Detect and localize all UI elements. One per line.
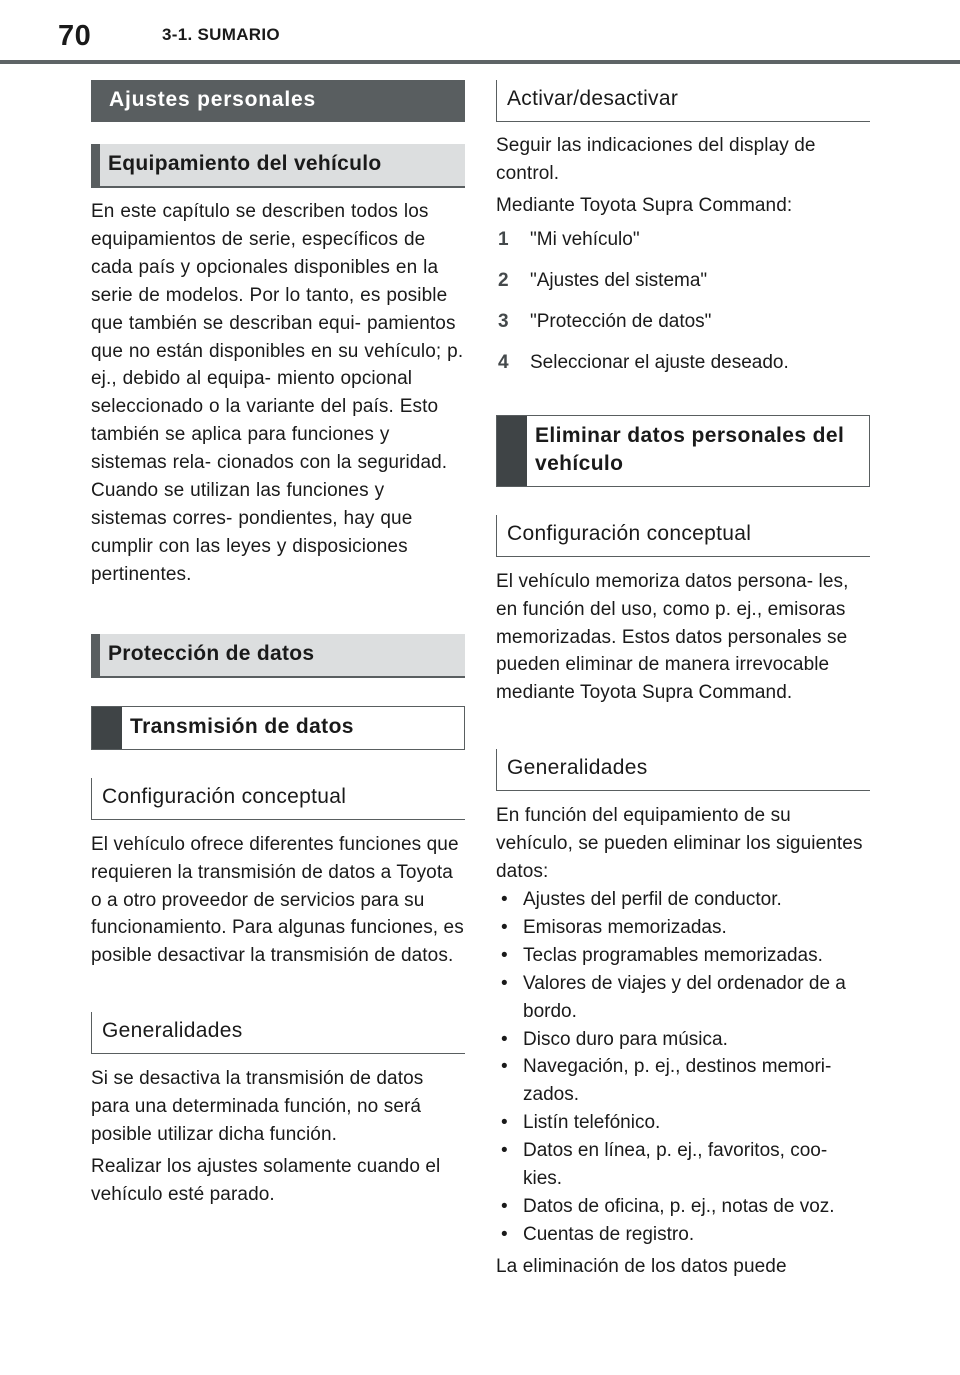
step-number: 3 bbox=[498, 310, 509, 332]
heading-configuracion-conceptual: Configuración conceptual bbox=[91, 778, 465, 820]
step-item bbox=[496, 267, 870, 295]
main-title-banner: Ajustes personales bbox=[91, 80, 465, 122]
section-title-proteccion: Protección de datos bbox=[91, 634, 465, 678]
generalidades-intro: En función del equipamiento de su vehículo, se pueden eliminar los siguientes datos: bbox=[496, 805, 863, 883]
equipamiento-paragraph: En este capítulo se describen todos los equipamientos de serie, específicos de cada país y opcionales disponibles en la serie de modelos. Por lo tanto, es posible que también se describan equi- pamientos que no están disponibles en su vehículo; p. ej., debido al equipa- miento opcional seleccionado o la variante del país. Esto también se aplica para funciones y sistemas rela- cionados con la seguridad. Cuando se utilizan las funciones y sistemas corres- pondientes, hay que cumplir con las leyes y disposiciones pertinentes. bbox=[91, 201, 464, 585]
subsection-eliminar-datos: Eliminar datos personales del vehículo bbox=[496, 415, 870, 487]
list-item: • Emisoras memorizadas. bbox=[496, 914, 870, 942]
step-number: 2 bbox=[498, 269, 509, 291]
step-text: "Ajustes del sistema" bbox=[530, 269, 708, 291]
section-title-equipamiento: Equipamiento del vehículo bbox=[91, 144, 465, 188]
page-number: 70 bbox=[58, 20, 92, 52]
running-head: 3-1. SUMARIO bbox=[162, 25, 280, 44]
generalidades-paragraph-2: Realizar los ajustes solamente cuando el vehículo esté parado. bbox=[91, 1155, 441, 1205]
step-item bbox=[496, 226, 870, 254]
step-text: Seleccionar el ajuste deseado. bbox=[530, 351, 789, 373]
heading-generalidades: Generalidades bbox=[91, 1012, 465, 1054]
header-rule bbox=[0, 60, 960, 64]
step-text: "Mi vehículo" bbox=[530, 228, 640, 250]
heading-generalidades-2: Generalidades bbox=[496, 749, 870, 791]
deletable-data-list bbox=[496, 886, 870, 1249]
list-item: • Valores de viajes y del ordenador de a bordo. bbox=[496, 970, 870, 1026]
list-item: • Navegación, p. ej., destinos memori- zados. bbox=[496, 1053, 870, 1109]
step-item bbox=[496, 349, 870, 377]
configuracion-paragraph: El vehículo ofrece diferentes funciones que requieren la transmisión de datos a Toyota o a otro proveedor de servicios para su funcionamiento. Para algunas funciones, es posible desactivar la transmisión de datos. bbox=[91, 833, 464, 967]
activar-paragraph-1: Seguir las indicaciones del display de control. bbox=[496, 135, 816, 184]
list-item: • Cuentas de registro. bbox=[496, 1221, 870, 1249]
list-item: • Disco duro para música. bbox=[496, 1026, 870, 1054]
heading-configuracion-conceptual-2: Configuración conceptual bbox=[496, 515, 870, 557]
step-number: 4 bbox=[498, 351, 509, 373]
step-number: 1 bbox=[498, 228, 509, 250]
list-item: • Listín telefónico. bbox=[496, 1109, 870, 1137]
left-column bbox=[91, 80, 465, 1209]
subsection-transmision: Transmisión de datos bbox=[91, 706, 465, 750]
configuracion-paragraph-2: El vehículo memoriza datos persona- les, en función del uso, como p. ej., emisoras memorizadas. Estos datos personales se pueden eliminar de manera irrevocable mediante Toyota Supra Command. bbox=[496, 570, 849, 704]
closing-paragraph: La eliminación de los datos puede bbox=[496, 1255, 787, 1277]
list-item: • Ajustes del perfil de conductor. bbox=[496, 886, 870, 914]
heading-activar-desactivar: Activar/desactivar bbox=[496, 80, 870, 122]
list-item: • Datos en línea, p. ej., favoritos, coo- kies. bbox=[496, 1137, 870, 1193]
list-item: • Teclas programables memorizadas. bbox=[496, 942, 870, 970]
step-item bbox=[496, 308, 870, 336]
step-text: "Protección de datos" bbox=[530, 310, 712, 332]
generalidades-paragraph-1: Si se desactiva la transmisión de datos para una determinada función, no será posible utilizar dicha función. bbox=[91, 1068, 424, 1146]
activar-paragraph-2: Mediante Toyota Supra Command: bbox=[496, 194, 793, 216]
list-item: • Datos de oficina, p. ej., notas de voz. bbox=[496, 1193, 870, 1221]
steps-list bbox=[496, 226, 870, 377]
right-column bbox=[496, 80, 870, 1281]
